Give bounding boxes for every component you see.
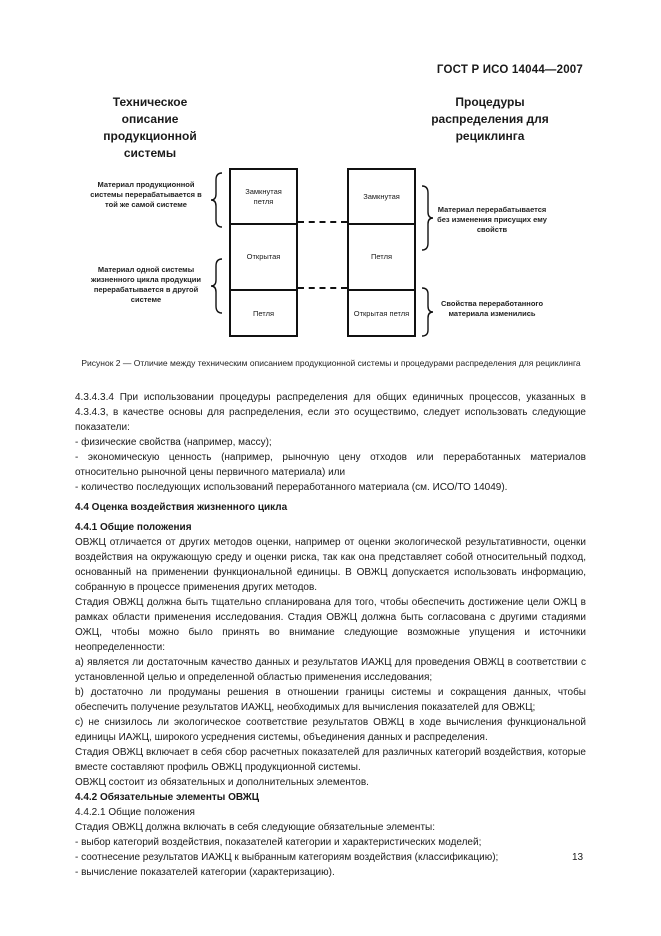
brace-icon [210, 172, 224, 228]
right-cell-closed: Замкнутая [363, 191, 400, 201]
section-heading: 4.4 Оценка воздействия жизненного цикла [75, 502, 288, 513]
paragraph: ОВЖЦ отличается от других методов оценки, например от оценки экологической результативности, оценки воздействия на окружающую среду и оценки риска, так как она представляет собой относительный подход, основанный на применении функциональной единицы. В ОВЖЦ допускается использовать информацию, собранную в процессе применения других методов. [75, 537, 586, 593]
brace-icon [420, 185, 434, 251]
connector-line [298, 221, 347, 223]
brace-icon [420, 287, 434, 337]
figure-diagram [0, 88, 661, 350]
left-note-closed: Материал продукционной системы перерабатывается в той же самой системе [90, 180, 202, 209]
list-item: a) является ли достаточным качество данных и результатов ИАЖЦ для проведения ОВЖЦ в соответствии с установленной целью и определенной областью применения исследования; [75, 657, 586, 683]
document-header: ГОСТ Р ИСО 14044—2007 [436, 64, 583, 76]
list-item: - вычисление показателей категории (характеризацию). [75, 867, 335, 878]
left-note-open: Материал одной системы жизненного цикла продукции перерабатывается в другой системе [91, 265, 201, 304]
subsection-heading: 4.4.1 Общие положения [75, 522, 192, 533]
paragraph: Стадия ОВЖЦ включает в себя сбор расчетных показателей для различных категорий воздействия, которые вместе составляют профиль ОВЖЦ продукционной системы. [75, 747, 586, 773]
page-number: 13 [572, 852, 584, 863]
right-column [347, 168, 416, 337]
paragraph: ОВЖЦ состоит из обязательных и дополнительных элементов. [75, 777, 369, 788]
left-cell-open: Открытая [246, 252, 281, 261]
right-heading: Процедуры распределения для рециклинга [431, 95, 549, 143]
right-cell-loop: Петля [370, 252, 393, 261]
paragraph: 4.3.4.3.4 При использовании процедуры распределения для общих единичных процессов, указанных в 4.3.4.3, в качестве основы для распределения, если это осуществимо, следует использовать следующие показатели: [75, 392, 586, 433]
left-heading: Техническое описание продукционной системы [103, 95, 197, 160]
subsection-heading: 4.4.2 Обязательные элементы ОВЖЦ [75, 792, 260, 803]
list-item: - количество последующих использований переработанного материала (см. ИСО/ТО 14049). [75, 482, 508, 493]
document-body [75, 390, 586, 880]
list-item: b) достаточно ли продуманы решения в отношении границы системы и сокращения данных, чтобы обеспечить получение результатов ИАЖЦ, необходимых для вычисления показателей для ОВЖЦ; [75, 687, 586, 713]
paragraph: Стадия ОВЖЦ должна включать в себя следующие обязательные элементы: [75, 822, 435, 833]
list-item: - экономическую ценность (например, рыночную цену отходов или переработанных материалов относительно рыночной цены первичного материала) или [75, 452, 586, 478]
subsubsection-heading: 4.4.2.1 Общие положения [75, 807, 195, 818]
left-cell-loop: Петля [252, 309, 275, 318]
figure-caption: Рисунок 2 — Отличие между техническим описанием продукционной системы и процедурами распределения для рециклинга [81, 358, 581, 368]
list-item: - соотнесение результатов ИАЖЦ к выбранным категориям воздействия (классификацию); [75, 852, 499, 863]
connector-line [298, 287, 347, 289]
list-item: c) не снизилось ли экологическое соответствие результатов ОВЖЦ в ходе вычисления функциональной единицы ИАЖЦ, широкого усреднения системы, объединения данных и распределения. [75, 717, 586, 743]
left-column [229, 168, 298, 337]
list-item: - физические свойства (например, массу); [75, 437, 272, 448]
left-cell-closed-loop: Замкнутая петля [245, 186, 282, 206]
list-item: - выбор категорий воздействия, показателей категории и характеристических моделей; [75, 837, 482, 848]
paragraph: Стадия ОВЖЦ должна быть тщательно спланирована для того, чтобы обеспечить достижение цели ОЖЦ в рамках области применения исследования. Стадия ОВЖЦ должна быть согласована с другими стадиями ОЖЦ, чтобы можно было принять во внимание следующие возможные упущения и источники неопределенности: [75, 597, 586, 653]
right-cell-open-loop: Открытая петля [353, 309, 410, 318]
brace-icon [210, 258, 224, 314]
right-note-unchanged: Материал перерабатывается без изменения присущих ему свойств [437, 205, 547, 234]
right-note-changed: Свойства переработанного материала изменились [440, 299, 544, 318]
